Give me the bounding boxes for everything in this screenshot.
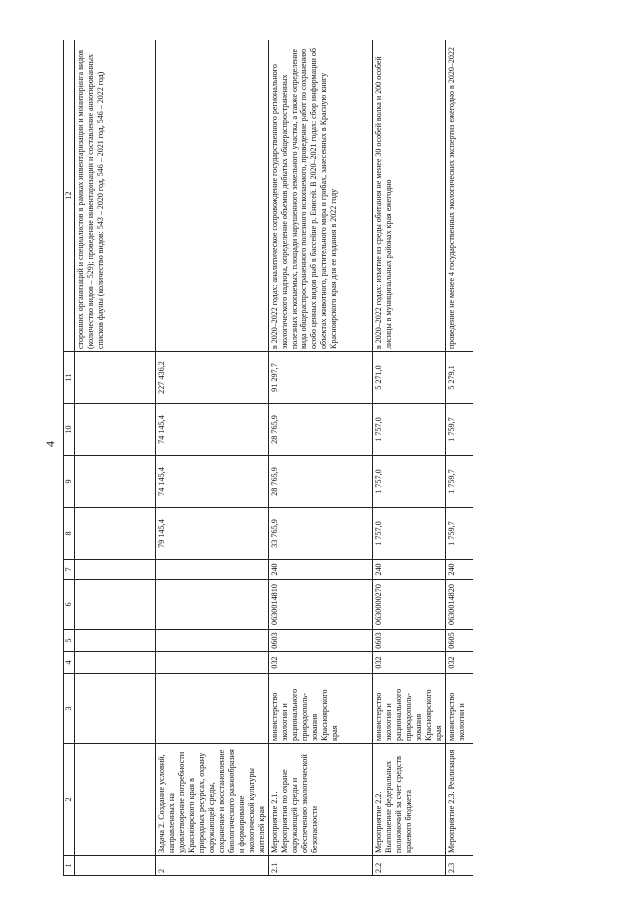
row-result — [156, 40, 269, 352]
scanned-page — [63, 40, 473, 876]
row-2020: 33 765,9 — [269, 508, 373, 560]
row-ministry: министерство экологии и рационального природополь-зования Красноярского края — [269, 674, 373, 744]
row-2020: 1 757,0 — [373, 508, 446, 560]
row-grbs: 032 — [373, 652, 446, 674]
row-2022: 1 759,7 — [446, 404, 474, 456]
row-2021: 1 757,0 — [373, 456, 446, 508]
row-total: 5 271,0 — [373, 352, 446, 404]
row-2022: 74 145,4 — [156, 404, 269, 456]
header-cell: 1 — [64, 856, 75, 876]
row-rzpr: 0603 — [373, 630, 446, 652]
row-csr: 0630014820 — [446, 580, 474, 630]
row-result: проведение не менее 4 государственных экологических экспертиз ежегодно в 2020–2022 — [446, 40, 474, 352]
row-csr: 0630014810 — [269, 580, 373, 630]
row-rzpr — [75, 630, 156, 652]
header-cell: 2 — [64, 744, 75, 856]
header-cell: 12 — [64, 40, 75, 352]
row-rzpr: 0605 — [446, 630, 474, 652]
row-rzpr — [156, 630, 269, 652]
header-cell: 5 — [64, 630, 75, 652]
row-2022: 28 765,9 — [269, 404, 373, 456]
row-2020: 1 759,7 — [446, 508, 474, 560]
row-number: 2.3 — [446, 856, 474, 876]
row-number — [75, 856, 156, 876]
row-grbs: 032 — [269, 652, 373, 674]
row-2021: 1 759,7 — [446, 456, 474, 508]
row-ministry: министерство экологии и рационального природополь-зования Красноярского края — [373, 674, 446, 744]
row-csr — [156, 580, 269, 630]
row-name: Мероприятие 2.3. Реализация — [446, 744, 474, 856]
row-2021: 74 145,4 — [156, 456, 269, 508]
header-cell: 8 — [64, 508, 75, 560]
row-name: Мероприятие 2.2. Выполнение федеральных полномочий за счет средств краевого бюджета — [373, 744, 446, 856]
budget-table — [63, 40, 473, 876]
row-2021: 28 765,9 — [269, 456, 373, 508]
row-number: 2.2 — [373, 856, 446, 876]
row-vr: 240 — [446, 560, 474, 580]
row-result: сторонних организаций и специалистов в рамках инвентаризации и мониторинга видов (количество видов – 529); проведение инвентаризации и составление аннотированных списков фауны (количество видов: 543 – 2020 год, 546 – 2021 год, 546 – 2022 год) — [75, 40, 156, 352]
row-number: 2.1 — [269, 856, 373, 876]
row-ministry — [156, 674, 269, 744]
row-name: Задача 2. Создание условий, направленных на удовлетворение потребности Красноярского края в природных ресурсах, охрану окружающей среды, сохранение и восстановление биологического разнообразия и формирование экологической культуры жителей края — [156, 744, 269, 856]
row-vr — [156, 560, 269, 580]
row-name: Мероприятие 2.1. Мероприятия по охране окружающей среды и обеспечению экологической безопасности — [269, 744, 373, 856]
row-name — [75, 744, 156, 856]
table-row — [269, 40, 373, 876]
row-csr — [75, 580, 156, 630]
row-vr — [75, 560, 156, 580]
row-total — [75, 352, 156, 404]
row-total: 5 279,1 — [446, 352, 474, 404]
row-grbs — [156, 652, 269, 674]
row-csr: 0630000270 — [373, 580, 446, 630]
row-ministry: министерство экологии и — [446, 674, 474, 744]
table-row — [446, 40, 474, 876]
table-row — [373, 40, 446, 876]
row-total: 227 436,2 — [156, 352, 269, 404]
row-2020 — [75, 508, 156, 560]
row-grbs: 032 — [446, 652, 474, 674]
row-2021 — [75, 456, 156, 508]
row-rzpr: 0603 — [269, 630, 373, 652]
header-row — [64, 40, 75, 876]
header-cell: 7 — [64, 560, 75, 580]
row-result: в 2020–2022 годах: аналитическое сопровождение государственного регионального экологического надзора, определение объемов добытых общераспространенных полезных ископаемых, площади нарушенного земельного участка, а также определение вида общераспространенного полезного ископаемого, проведение работ по сохранению особо ценных видов рыб в бассейне р. Енисей. В 2020–2021 годах: сбор информации об объектах животного, растительного мира и грибах, занесенных в Красную книгу Красноярского края для ее издания в 2022 году — [269, 40, 373, 352]
table-row — [156, 40, 269, 876]
header-cell: 10 — [64, 404, 75, 456]
header-cell: 11 — [64, 352, 75, 404]
row-ministry — [75, 674, 156, 744]
header-cell: 3 — [64, 674, 75, 744]
row-vr: 240 — [269, 560, 373, 580]
row-result: в 2020–2022 годах: изъятие из среды обитания не менее 30 особей волка и 200 особей лисицы в муниципальных районах края ежегодно — [373, 40, 446, 352]
header-cell: 6 — [64, 580, 75, 630]
row-2020: 79 145,4 — [156, 508, 269, 560]
row-2022: 1 757,0 — [373, 404, 446, 456]
header-cell: 9 — [64, 456, 75, 508]
row-2022 — [75, 404, 156, 456]
header-cell: 4 — [64, 652, 75, 674]
row-vr: 240 — [373, 560, 446, 580]
rotated-table-container — [63, 40, 473, 876]
page-number: 4 — [43, 441, 57, 447]
row-grbs — [75, 652, 156, 674]
table-row — [75, 40, 156, 876]
row-total: 91 297,7 — [269, 352, 373, 404]
row-number: 2 — [156, 856, 269, 876]
